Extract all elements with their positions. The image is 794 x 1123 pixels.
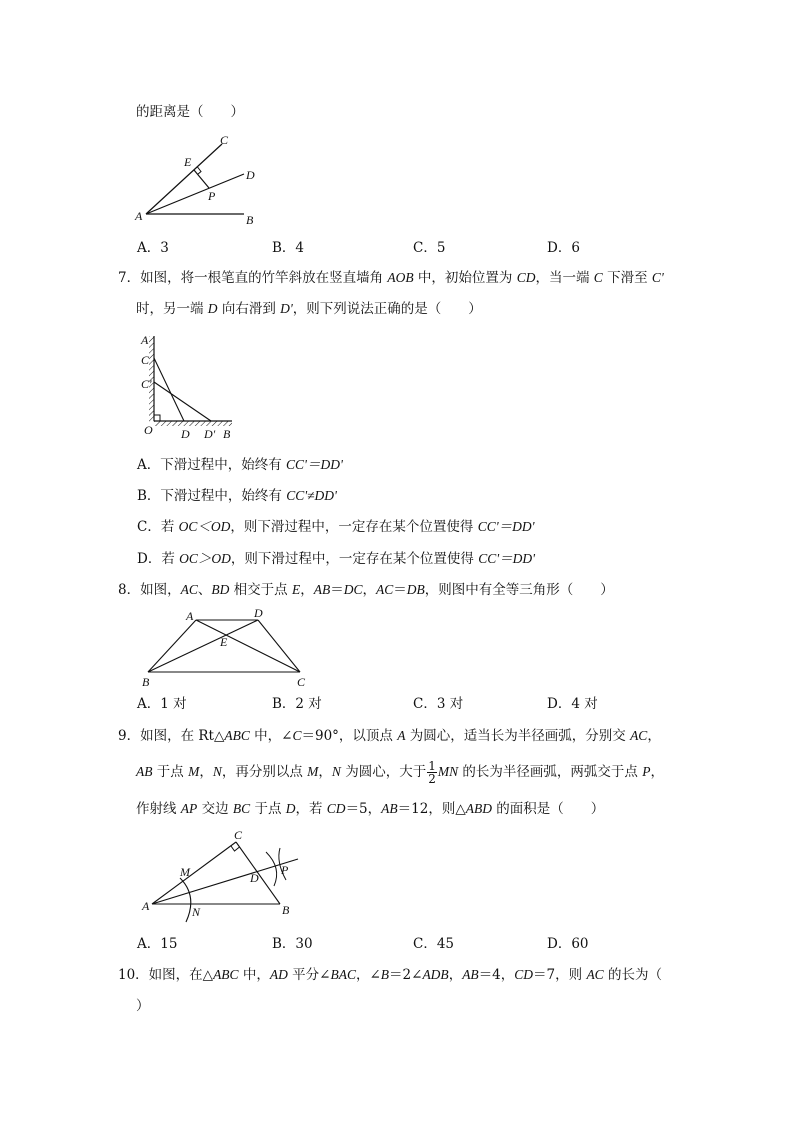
q9-label-m: M [180, 865, 190, 879]
q8-label-b: B [142, 675, 150, 689]
q8-segment-ac [196, 620, 300, 672]
q7-label-o: O [144, 423, 153, 437]
q7-label-c: C [141, 353, 150, 367]
q9-right-angle-mark [231, 846, 240, 851]
q8-label-e: E [220, 635, 228, 649]
q6-option-d: D．6 [547, 240, 580, 256]
q6-option-a: A．3 [137, 240, 169, 256]
q6-label-d: D [246, 168, 255, 182]
q8-option-c: C．3 对 [413, 696, 464, 712]
q7-option-a: A．下滑过程中，始终有 CC'＝DD' [137, 457, 343, 473]
q6-option-c: C．5 [413, 240, 446, 256]
q7-label-d-prime: D' [204, 427, 216, 441]
q6-label-b: B [246, 213, 254, 227]
q7-right-angle-mark [154, 415, 160, 421]
q8-question: 8．如图，AC、BD 相交于点 E，AB＝DC，AC＝DB，则图中有全等三角形（ ） [118, 582, 614, 598]
q8-segment-bd [148, 620, 258, 672]
q9-label-n: N [192, 905, 201, 919]
q9-arc-mn [180, 878, 191, 922]
q7-question-line1: 7．如图，将一根笔直的竹竿斜放在竖直墙角 AOB 中，初始位置为 CD，当一端 C 下滑至 C' [118, 270, 664, 286]
q6-label-e: E [184, 155, 192, 169]
q7-ground-hatch [154, 421, 232, 426]
q7-question-line2: 时，另一端 D 向右滑到 D'，则下列说法正确的是（ ） [136, 301, 482, 317]
q6-segment-pe [194, 170, 209, 188]
q8-segment-ab [148, 620, 196, 672]
q9-label-b: B [282, 903, 290, 917]
q7-option-b: B．下滑过程中，始终有 CC'≠DD' [137, 488, 337, 504]
q9-label-a: A [142, 899, 150, 913]
q6-option-b: B．4 [272, 240, 305, 256]
q9-label-d: D [250, 871, 259, 885]
q9-option-c: C．45 [413, 936, 455, 952]
q7-figure [138, 330, 248, 442]
q9-segment-ac [152, 842, 236, 904]
q6-question-tail: 的距离是（ ） [136, 104, 244, 120]
q7-label-a: A [141, 333, 149, 347]
q8-label-c: C [297, 675, 306, 689]
q6-figure [135, 130, 280, 230]
q7-option-c: C．若 OC＜OD，则下滑过程中，一定存在某个位置使得 CC'＝DD' [137, 519, 535, 535]
q7-pole-c2d2 [154, 382, 211, 421]
q9-option-d: D．60 [547, 936, 589, 952]
q8-label-a: A [186, 609, 194, 623]
q7-label-c-prime: C' [141, 377, 152, 391]
q6-ray-ad [146, 174, 244, 214]
q8-option-d: D．4 对 [547, 696, 598, 712]
q7-pole-cd [154, 358, 184, 421]
q6-right-angle-mark [198, 167, 202, 175]
q9-question-line1: 9．如图，在 Rt△ABC 中，∠C＝90°，以顶点 A 为圆心，适当长为半径画弧，分别交 AC， [118, 728, 661, 744]
q8-option-a: A．1 对 [137, 696, 187, 712]
q6-label-c: C [220, 133, 229, 147]
q8-segment-dc [258, 620, 300, 672]
q7-label-d: D [181, 427, 190, 441]
q9-label-c: C [234, 828, 243, 842]
q8-label-d: D [254, 606, 263, 620]
q9-question-line3: 作射线 AP 交边 BC 于点 D，若 CD＝5，AB＝12，则△ABD 的面积是（ ） [136, 801, 605, 817]
q9-option-b: B．30 [272, 936, 313, 952]
q7-label-b: B [223, 427, 231, 441]
q8-figure [140, 608, 315, 688]
q6-label-a: A [135, 209, 143, 223]
q9-arc-p1 [266, 852, 277, 886]
q6-label-p: P [208, 189, 216, 203]
q7-option-d: D．若 OC＞OD，则下滑过程中，一定存在某个位置使得 CC'＝DD' [137, 551, 535, 567]
q8-option-b: B．2 对 [272, 696, 322, 712]
q9-label-p: P [281, 863, 289, 877]
q9-figure [140, 826, 310, 926]
q9-option-a: A．15 [137, 936, 178, 952]
q9-fraction-half: $\frac{1}{2}$ [428, 759, 436, 786]
q10-question-line1: 10．如图，在△ABC 中，AD 平分∠BAC，∠B＝2∠ADB，AB＝4，CD＝7，则 AC 的长为（ [118, 967, 662, 983]
q9-question-line2: AB 于点 M，N，再分别以点 M，N 为圆心，大于 $\frac{1}{2}$ MN 的长为半径画弧，两弧交于点 P， [136, 759, 664, 786]
q10-question-line2: ） [136, 998, 150, 1014]
